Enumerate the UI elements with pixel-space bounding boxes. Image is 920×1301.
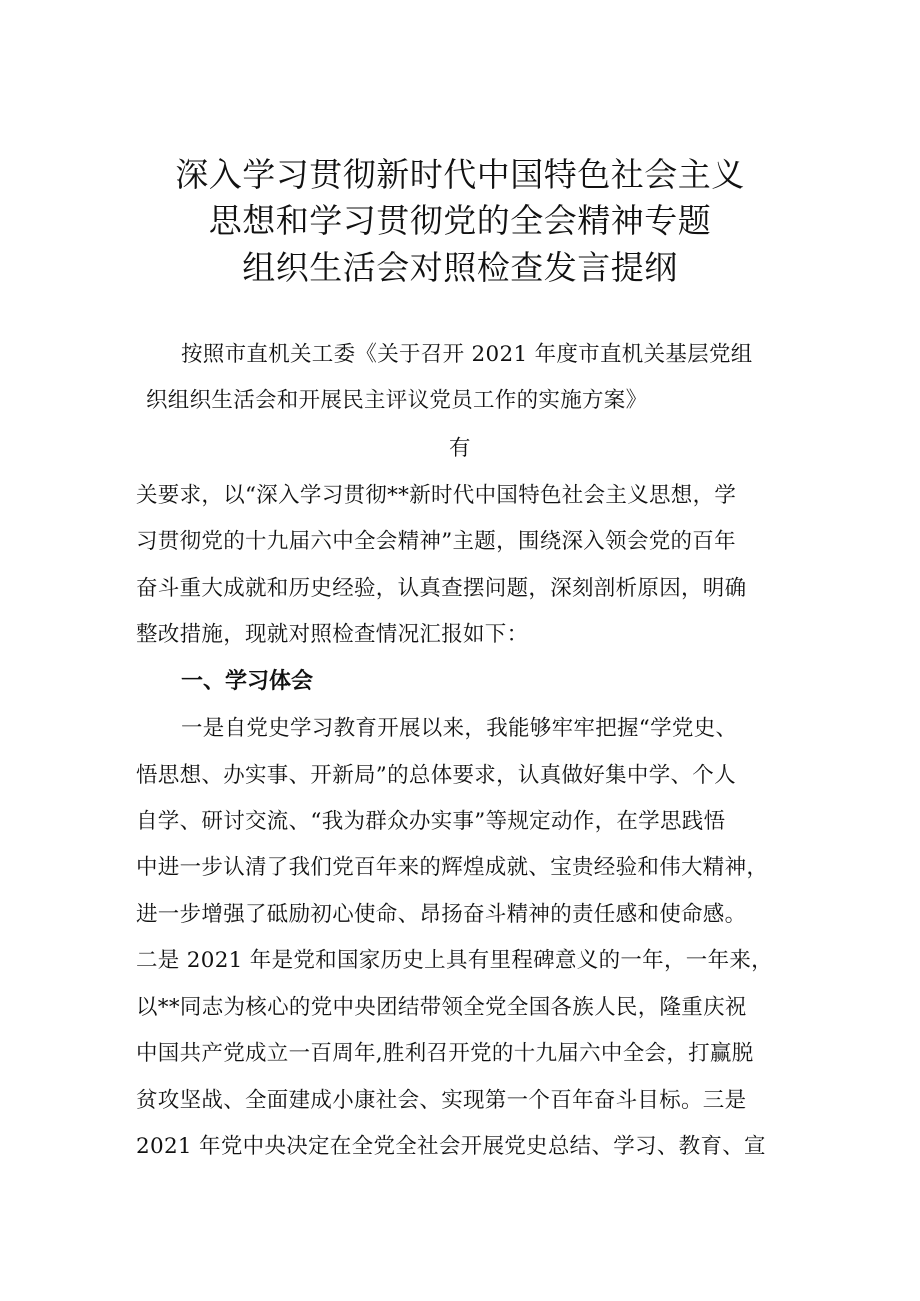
intro-line-1: 按照市直机关工委《关于召开 2021 年度市直机关基层党组	[181, 342, 753, 367]
body-line-4: 中进一步认清了我们党百年来的辉煌成就、宝贵经验和伟大精神，	[136, 855, 769, 880]
intro-line-4: 关要求，以“深入学习贯彻**新时代中国特色社会主义思想，学	[136, 483, 737, 508]
body-line-10: 2021 年党中央决定在全党全社会开展党史总结、学习、教育、宣	[136, 1134, 766, 1159]
body-line-2: 悟思想、办实事、开新局”的总体要求，认真做好集中学、个人	[136, 763, 736, 788]
title-line-3: 组织生活会对照检查发言提纲	[242, 248, 678, 287]
intro-line-6: 奋斗重大成就和历史经验，认真查摆问题，深刻剖析原因，明确	[136, 576, 747, 601]
intro-line-2: 织组织生活会和开展民主评议党员工作的实施方案》	[146, 388, 648, 413]
intro-line-7: 整改措施，现就对照检查情况汇报如下：	[136, 622, 529, 647]
section-heading: 一、学习体会	[181, 669, 314, 694]
body-line-7: 以**同志为核心的党中央团结带领全党全国各族人民，隆重庆祝	[136, 995, 747, 1020]
body-line-3: 自学、研讨交流、“我为群众办实事”等规定动作，在学思践悟	[136, 809, 726, 834]
title-line-1: 深入学习贯彻新时代中国特色社会主义	[175, 155, 745, 194]
body-line-6: 二是 2021 年是党和国家历史上具有里程碑意义的一年，一年来，	[136, 948, 773, 973]
body-line-9: 贫攻坚战、全面建成小康社会、实现第一个百年奋斗目标。三是	[136, 1088, 747, 1113]
title-line-2: 思想和学习贯彻党的全会精神专题	[208, 201, 712, 240]
intro-line-5: 习贯彻党的十九届六中全会精神”主题，围绕深入领会党的百年	[136, 529, 736, 554]
body-line-1: 一是自党史学习教育开展以来，我能够牢牢把握“学党史、	[181, 716, 738, 741]
body-line-5: 进一步增强了砥励初心使命、昂扬奋斗精神的责任感和使命感。	[136, 902, 747, 927]
intro-line-3: 有	[449, 436, 471, 461]
body-line-8: 中国共产党成立一百周年,胜利召开党的十九届六中全会，打赢脱	[136, 1041, 754, 1066]
